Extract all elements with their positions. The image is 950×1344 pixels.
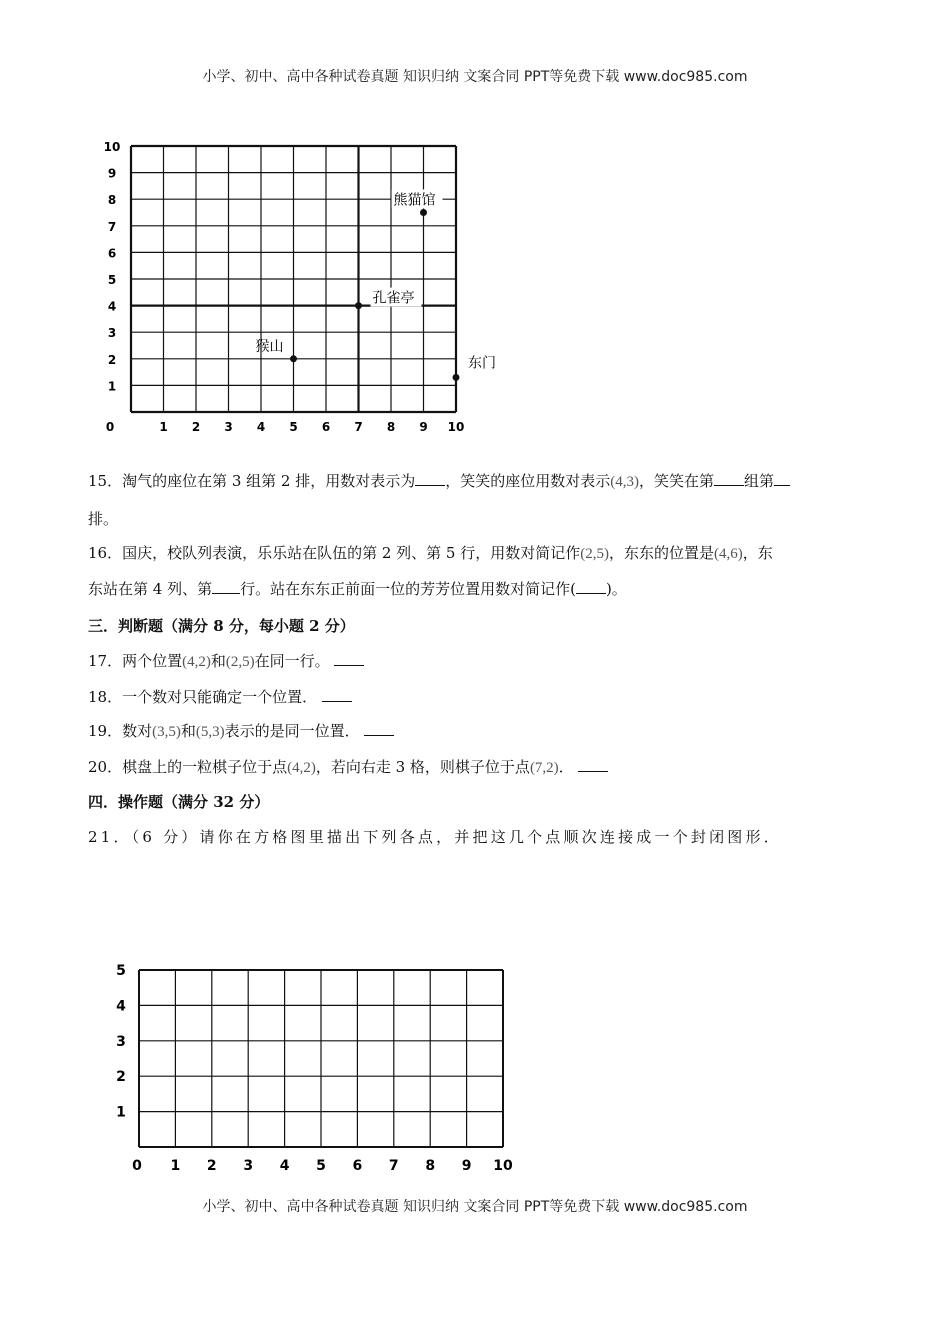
q16-text: ，东东的位置是 bbox=[609, 544, 715, 562]
plot-grid[interactable] bbox=[0, 950, 600, 1190]
place-label: 熊猫馆 bbox=[393, 192, 436, 209]
q20-text: ，若向右走 3 格，则棋子位于点 bbox=[315, 758, 530, 776]
x-tick-label: 1 bbox=[159, 420, 168, 434]
q15-text: ，笑笑的座位用数对表示 bbox=[445, 472, 611, 490]
q15-text: 排。 bbox=[88, 510, 119, 528]
y-tick-label: 4 bbox=[107, 299, 117, 314]
y-tick-label: 3 bbox=[107, 326, 117, 341]
question-16 bbox=[88, 542, 773, 563]
y-tick-label: 1 bbox=[107, 379, 117, 394]
question-20 bbox=[88, 756, 608, 777]
answer-blank[interactable] bbox=[578, 757, 608, 772]
number-pair: (2,5) bbox=[580, 546, 609, 562]
number-pair: (2,5) bbox=[225, 654, 255, 670]
x-tick-label: 10 bbox=[447, 420, 465, 434]
q17-text: 在同一行。 bbox=[254, 652, 330, 670]
zoo-map-grid bbox=[0, 0, 950, 450]
answer-blank[interactable] bbox=[212, 579, 240, 594]
place-label: 东门 bbox=[468, 355, 496, 372]
y-tick-label: 5 bbox=[116, 963, 126, 979]
answer-blank[interactable] bbox=[774, 471, 790, 486]
x-tick-label: 5 bbox=[289, 420, 298, 434]
q18-text: 18．一个数对只能确定一个位置． bbox=[88, 688, 318, 706]
x-tick-label: 0 bbox=[132, 1158, 142, 1174]
q19-text: 表示的是同一位置． bbox=[224, 722, 360, 740]
number-pair: (4,2) bbox=[287, 760, 316, 776]
section-3-heading: 三．判断题（满分 8 分，每小题 2 分） bbox=[88, 617, 355, 635]
place-marker bbox=[355, 302, 362, 309]
x-tick-label: 8 bbox=[386, 420, 396, 434]
number-pair: (5,3) bbox=[195, 724, 225, 740]
q16-text: 行。站在东东正前面一位的芳芳位置用数对简记作( bbox=[240, 580, 576, 598]
x-tick-label: 0 bbox=[105, 420, 115, 434]
x-tick-label: 2 bbox=[191, 420, 201, 434]
x-tick-label: 7 bbox=[354, 420, 363, 434]
question-17 bbox=[88, 650, 364, 671]
place-marker bbox=[420, 209, 427, 216]
question-21: 21．（6 分）请你在方格图里描出下列各点，并把这几个点顺次连接成一个封闭图形． bbox=[88, 828, 782, 846]
q16-text: 16．国庆，校队列表演，乐乐站在队伍的第 2 列、第 5 行，用数对简记作 bbox=[88, 544, 581, 562]
x-tick-label: 4 bbox=[279, 1158, 290, 1174]
x-tick-label: 3 bbox=[243, 1158, 254, 1174]
q16-text: 东站在第 4 列、第 bbox=[88, 580, 213, 598]
x-tick-label: 3 bbox=[224, 420, 233, 434]
x-tick-label: 6 bbox=[321, 420, 331, 434]
y-tick-label: 9 bbox=[107, 166, 117, 181]
x-tick-label: 2 bbox=[206, 1158, 217, 1174]
y-tick-label: 2 bbox=[107, 352, 117, 367]
number-pair: (4,3) bbox=[610, 474, 640, 490]
answer-blank[interactable] bbox=[364, 721, 394, 736]
y-tick-label: 2 bbox=[116, 1069, 126, 1086]
question-18 bbox=[88, 686, 352, 707]
answer-blank[interactable] bbox=[714, 471, 744, 486]
q16-text: )。 bbox=[605, 580, 627, 598]
y-tick-label: 4 bbox=[116, 998, 126, 1015]
section-4-heading: 四．操作题（满分 32 分） bbox=[88, 793, 270, 811]
y-tick-label: 7 bbox=[107, 219, 117, 234]
y-tick-label: 6 bbox=[107, 246, 117, 261]
q19-text: 和 bbox=[180, 722, 196, 740]
answer-blank[interactable] bbox=[415, 471, 445, 486]
place-label: 猴山 bbox=[255, 338, 284, 355]
y-tick-label: 3 bbox=[116, 1033, 126, 1050]
y-tick-label: 1 bbox=[116, 1104, 126, 1121]
page-footer: 小学、初中、高中各种试卷真题 知识归纳 文案合同 PPT等免费下载 www.doc985.com bbox=[202, 1199, 748, 1215]
x-tick-label: 6 bbox=[352, 1158, 363, 1174]
place-marker bbox=[290, 355, 297, 362]
answer-blank[interactable] bbox=[322, 687, 352, 702]
x-tick-label: 9 bbox=[461, 1158, 472, 1174]
number-pair: (4,6) bbox=[714, 546, 743, 562]
x-tick-label: 8 bbox=[425, 1158, 436, 1174]
x-tick-label: 4 bbox=[256, 420, 266, 434]
number-pair: (7,2) bbox=[529, 760, 559, 776]
y-tick-label: 8 bbox=[107, 193, 117, 208]
x-tick-label: 5 bbox=[316, 1158, 326, 1174]
number-pair: (4,2) bbox=[182, 654, 211, 670]
place-marker bbox=[453, 374, 460, 381]
q15-text: ，笑笑在第 bbox=[639, 472, 715, 490]
q16-text: ，东 bbox=[742, 544, 773, 562]
question-19 bbox=[88, 720, 394, 741]
q17-text: 17．两个位置 bbox=[88, 652, 183, 670]
y-tick-label: 10 bbox=[103, 140, 121, 154]
answer-blank[interactable] bbox=[576, 579, 606, 594]
question-15 bbox=[88, 470, 790, 491]
page-header: 小学、初中、高中各种试卷真题 知识归纳 文案合同 PPT等免费下载 www.doc985.com bbox=[202, 69, 748, 85]
q15-text: 组第 bbox=[744, 472, 775, 490]
q19-text: 19．数对 bbox=[88, 722, 153, 740]
question-16-cont bbox=[88, 578, 627, 599]
x-tick-label: 1 bbox=[170, 1158, 181, 1174]
q15-text: 15．淘气的座位在第 3 组第 2 排，用数对表示为 bbox=[88, 472, 416, 490]
x-tick-label: 9 bbox=[419, 420, 428, 434]
number-pair: (3,5) bbox=[152, 724, 181, 740]
x-tick-label: 10 bbox=[493, 1158, 513, 1174]
x-tick-label: 7 bbox=[388, 1158, 399, 1174]
q20-text: ． bbox=[558, 758, 574, 776]
place-label: 孔雀亭 bbox=[372, 290, 415, 307]
y-tick-label: 5 bbox=[107, 273, 117, 287]
answer-blank[interactable] bbox=[334, 651, 364, 666]
q20-text: 20．棋盘上的一粒棋子位于点 bbox=[88, 758, 288, 776]
q17-text: 和 bbox=[210, 652, 226, 670]
